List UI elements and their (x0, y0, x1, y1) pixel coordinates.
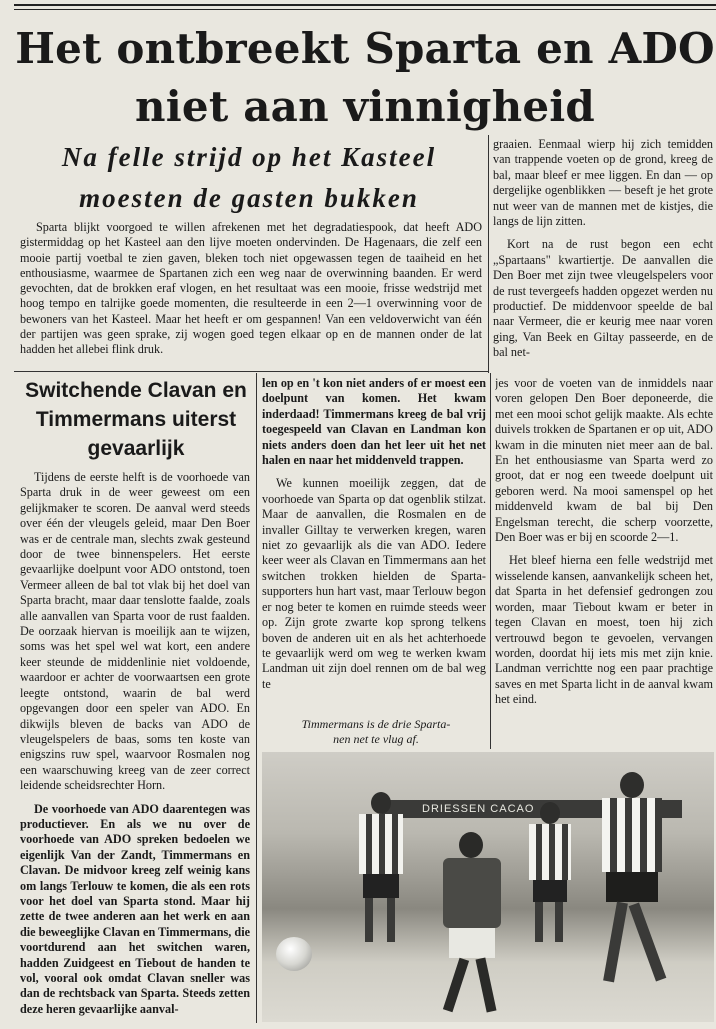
photo-caption-line-2: nen net te vlug af. (333, 732, 419, 746)
subheadline-line-2: moesten de gasten bukken (79, 183, 419, 213)
col1-paragraph-2: De voorhoede van ADO daarentegen was productiever. En als we nu over de voorhoede van ADO spreken bedoelen we eigenlijk Van der Zandt, Timmermans en Clavan. De midvoor kreeg zelf weinig kans om langs Terlouw te komen, die als een rots voor het doel van Sparta stond. Maar hij zette de twee anderen aan het werk en aan die beweeglijke Clavan en Timmermans, die voortdurend aan het switchen waren, hadden Zuidgeest en Tiebout de handen te vol, vooral ook omdat Clavan sneller was dan de rechtsback van Sparta. Steeds zetten deze heren gevaarlijke aanval- (20, 801, 250, 1016)
player-figure-mid (527, 802, 573, 942)
col3-paragraph-3: jes voor de voeten van de inmiddels naar voren gelopen Den Boer deponeerde, die met een mooi schot gelijk maakte. Als echte duivels trokken de Spartanen er op uit, ADO kwam in die minuten niet meer aan de bal. En het enthousiasme van Sparta werd zo groot, dat er nog een tweede doelpunt uit geboren werd. Na mooi samenspel op het middenveld kwam de bal bij Den Engelsman terecht, die scherp voorzette, Den Boer was er bij en scoorde 2—1. (495, 376, 713, 545)
headline (14, 20, 716, 136)
column-1 (20, 470, 250, 1023)
subheadline (14, 137, 484, 219)
player-figure-right (592, 772, 672, 982)
column-3-top (493, 137, 713, 369)
player-figure-center (437, 832, 507, 1012)
subheadline-line-1: Na felle strijd op het Kasteel (61, 142, 437, 172)
column-divider-left (256, 373, 257, 1023)
stadium-advertising-banner: DRIESSEN CACAO (382, 800, 682, 818)
side-heading-line-2: Timmermans uiterst (35, 408, 237, 431)
match-photo (262, 752, 714, 1022)
col3-paragraph-1: graaien. Eenmaal wierp hij zich temidden van trappende voeten op de grond, kreeg de bal, maar bleef er mee liggen. En dan — op dergelijke ogenblikken — beseft je het grote nut weer van de mannen met de kistjes, die langs de lijn zitten. (493, 137, 713, 229)
column-divider-right (490, 373, 491, 749)
top-rule-thin (14, 9, 716, 10)
column-2 (262, 376, 486, 712)
col1-paragraph-1: Tijdens de eerste helft is de voorhoede van Sparta druk in de weer geweest om een gelijkmaker te scoren. De aanval werd steeds over één der vleugels geleid, maar Den Boer was er de centrale man, slechts zwak gesteund door de twee binnenspelers. Het eerste gevaarlijke doelpunt voor ADO ontstond, toen Vermeer alleen de bal tot vlak bij het doel van Sparta bracht, maar daar tenslotte faalde, zoals alle aanvallen van Sparta voor de rust faalden. De oorzaak hiervan is moeilijk aan te wijzen, soms was het spel wel wat kort, een andere keer steunde de middenlinie niet voldoende, waardoor er achter de voorwaartsen een grote leegte ontstond, waarin de bal werd opgevangen door een speler van ADO. En dikwijls bleven de backs van ADO de vleugelspelers de baas, soms ten koste van enigszins ruw spel, waarvoor Rosmalen nog een waarschuwing kreeg van de zeer correct leidende scheidsrechter Horn. (20, 470, 250, 793)
lead-paragraph: Sparta blijkt voorgoed te willen afrekenen met het degradatiespook, dat heeft ADO gistermiddag op het Kasteel aan den lijve moeten ondervinden. De Hagenaars, die zelf een mooie partij voetbal te zien gaven, bleken toch niet opgewassen tegen de taaiheid en het enthousiasme, waarmee de Spartanen zich een weg naar de overwinning baanden. Er werd gevochten, dat de brokken eraf vlogen, en het resultaat was een mooie, frisse wedstrijd met hoog tempo en talrijke goede momenten, die resulteerde in een 2—1 overwinning voor de bewoners van het Kasteel. Maar het heeft er om gespannen! Van een veldoverwicht van één der partijen was geen sprake, zij wogen goed tegen elkaar op en de mannen onder de lat hadden het allebei flink druk. (20, 220, 482, 357)
column-3-bottom (495, 376, 713, 748)
lead-bottom-rule (14, 371, 488, 372)
col3-paragraph-4: Het bleef hierna een felle wedstrijd met wisselende kansen, aanvankelijk scheen het, dat Sparta in het defensief gedrongen zou worden, maar Tiebout kwam er beter in tegen Clavan en moest, toen hij zich vertrouwd begon te gevoelen, vervangen worden, doordat hij iets mis met zijn knie. Landman verrichtte nog een paar prachtige saves en met Sparta licht in de aanval kwam het eind. (495, 553, 713, 707)
player-figure-left (357, 792, 405, 942)
photo-caption (262, 717, 490, 747)
side-heading-line-1: Switchende Clavan en (25, 379, 247, 402)
headline-line-2: niet aan vinnigheid (135, 82, 595, 131)
football (276, 937, 312, 971)
side-heading (20, 376, 252, 463)
col2-paragraph-2: We kunnen moeilijk zeggen, dat de voorhoede van Sparta op dat ogenblik stilzat. Maar de aanvallen, die Rosmalen en de invaller Gilltay te verwerken kregen, waren niet zo gevaarlijk als die van ADO. Iedere keer weer als Clavan en Timmermans aan het switchen trokken hielden de Sparta-supporters hun hart vast, maar Terlouw begon er nog beter te komen en ruimde steeds weer op. Zijn grote zwarte kop sprong telkens boven de anderen uit en als het achterhoede te gevaarlijk werd om weg te werken kwam Landman uit zijn doel rennen om de bal weg te (262, 476, 486, 691)
col3-paragraph-2: Kort na de rust begon een echt „Spartaans" kwartiertje. De aanvallen die Den Boer met zijn twee vleugelspelers voor de rust tevergeefs hadden opgezet werden nu productief. De middenvoor speelde de bal naar Vermeer, die er keurig mee naar voren ging, Van Beek en Giltay passeerde, en de bal net- (493, 237, 713, 360)
photo-caption-line-1: Timmermans is de drie Sparta- (301, 717, 451, 731)
top-rule (14, 4, 716, 6)
col2-paragraph-1: len op en 't kon niet anders of er moest een doelpunt van komen. Het kwam inderdaad! Timmermans kreeg de bal vrij toegespeeld van Clavan en Landman kon niets anders doen dan het leer uit het net halen en naar het middenveld trappen. (262, 376, 486, 468)
column-divider-right-top (488, 135, 489, 373)
headline-line-1: Het ontbreekt Sparta en ADO (15, 24, 715, 73)
side-heading-line-3: gevaarlijk (87, 437, 185, 460)
